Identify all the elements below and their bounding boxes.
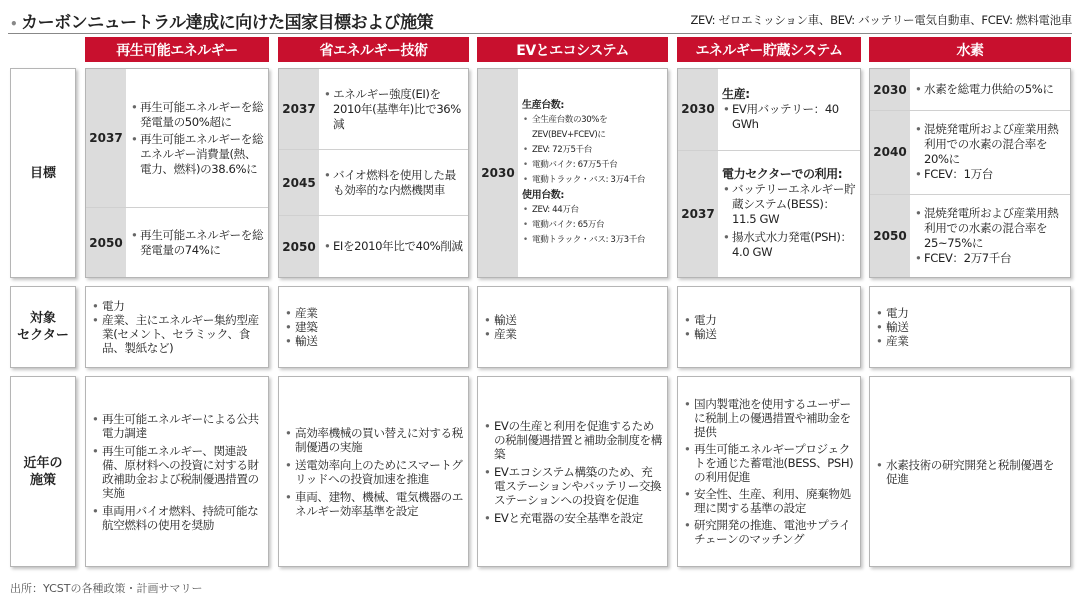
row-label-targets-text: 目標 <box>29 165 56 181</box>
measure-item: • 送電効率向上のためにスマートグリッドへの投資加速を推進 <box>284 458 463 486</box>
title-divider <box>8 33 1072 34</box>
sector-item: • 輸送 <box>875 320 1065 334</box>
storage-heading: 生産: <box>722 86 750 101</box>
row-label-measures-line1: 近年の <box>23 455 63 471</box>
target-text <box>319 150 468 215</box>
measures-hydrogen-cell <box>869 376 1071 567</box>
page-title <box>10 8 433 33</box>
target-text <box>910 69 1070 110</box>
column-header-storage: エネルギー貯蔵システム <box>677 37 861 62</box>
sectors-efficiency-cell <box>278 286 469 368</box>
source-note: 出所：YCSTの各種政策・計画サマリー <box>10 582 203 595</box>
target-segment <box>86 69 268 207</box>
title-bullet-icon: • <box>10 17 18 31</box>
target-year: 2050 <box>279 216 319 277</box>
abbreviation-legend: ZEV: ゼロエミッション車、BEV: バッテリー電気自動車、FCEV: 燃料電池車 <box>690 13 1072 27</box>
target-item: • バイオ燃料を使用した最も効率的な内燃機関車 <box>323 168 465 198</box>
sectors-hydrogen-cell <box>869 286 1071 368</box>
sector-item: • 輸送 <box>483 313 662 327</box>
target-text <box>910 195 1070 277</box>
target-text <box>718 69 860 150</box>
target-year: 2037 <box>86 69 126 207</box>
target-segment <box>870 194 1070 277</box>
target-year: 2037 <box>678 151 718 277</box>
measures-storage-cell <box>677 376 861 567</box>
measure-item: • 国内製電池を使用するユーザーに税制上の優遇措置や補助金を提供 <box>683 397 855 439</box>
targets-ev-cell <box>477 68 668 278</box>
targets-storage-cell <box>677 68 861 278</box>
row-label-measures <box>10 376 76 567</box>
row-label-measures-line2: 施策 <box>29 472 56 488</box>
sector-item: • 産業、主にエネルギー集約型産業(セメント、セラミック、食品、製紙など) <box>91 313 263 355</box>
sector-item: • 電力 <box>683 313 855 327</box>
target-segment <box>279 69 468 149</box>
sector-item: • 輸送 <box>683 327 855 341</box>
target-item: • 混焼発電所および産業用熱利用での水素の混合率を20%に <box>914 122 1067 167</box>
column-header-ev: EVとエコシステム <box>477 37 668 62</box>
target-year: 2040 <box>870 111 910 193</box>
target-item: • EV用バッテリー：40 GWh <box>722 102 857 132</box>
target-text <box>319 216 468 277</box>
usage-heading: 使用台数: <box>522 190 564 201</box>
target-item: • FCEV：2万7千台 <box>914 251 1067 266</box>
column-header-efficiency: 省エネルギー技術 <box>278 37 469 62</box>
page-title-text: カーボンニュートラル達成に向けた国家目標および施策 <box>21 13 434 33</box>
target-text <box>319 69 468 149</box>
target-text <box>126 69 268 207</box>
measure-item: • 車両、建物、機械、電気機器のエネルギー効率基準を設定 <box>284 490 463 518</box>
target-item: • 揚水式水力発電(PSH)：4.0 GW <box>722 230 857 260</box>
target-item: • FCEV：1万台 <box>914 167 1067 182</box>
sector-item: • 電力 <box>91 299 263 313</box>
targets-hydrogen-cell <box>869 68 1071 278</box>
measure-item: • EVと充電器の安全基準を設定 <box>483 511 662 525</box>
target-item: • 再生可能エネルギーを総発電量の74%に <box>130 228 265 258</box>
measure-item: • EVの生産と利用を促進するための税制優遇措置と補助金制度を構築 <box>483 419 662 461</box>
target-item: • 水素を総電力供給の5%に <box>914 82 1067 97</box>
target-item: • ZEV: 44万台 <box>522 203 664 218</box>
measure-item: • 再生可能エネルギーによる公共電力調達 <box>91 412 263 440</box>
target-item: • 電動トラック・バス: 3万4千台 <box>522 173 664 188</box>
row-label-sectors <box>10 286 76 368</box>
sector-item: • 産業 <box>284 306 463 320</box>
target-year: 2037 <box>279 69 319 149</box>
measures-renewable-cell <box>85 376 269 567</box>
sectors-storage-cell <box>677 286 861 368</box>
target-segment <box>86 207 268 277</box>
target-segment <box>870 110 1070 193</box>
target-item: • 混焼発電所および産業用熱利用での水素の混合率を25~75%に <box>914 206 1067 251</box>
target-item: • 再生可能エネルギーを総エネルギー消費量(熱、電力、燃料)の38.6%に <box>130 132 265 177</box>
target-segment <box>279 215 468 277</box>
target-year: 2050 <box>86 208 126 277</box>
target-item: • ZEV: 72万5千台 <box>522 143 664 158</box>
production-heading: 生産台数: <box>522 100 564 111</box>
target-text <box>518 69 667 277</box>
target-year: 2030 <box>478 69 518 277</box>
measure-item: • 安全性、生産、利用、廃棄物処理に関する基準の設定 <box>683 487 855 515</box>
target-segment <box>678 69 860 150</box>
targets-renewable-cell <box>85 68 269 278</box>
target-text <box>910 111 1070 193</box>
target-segment <box>678 150 860 277</box>
sector-item: • 建築 <box>284 320 463 334</box>
target-text <box>126 208 268 277</box>
target-segment <box>478 69 667 277</box>
sector-item: • 電力 <box>875 306 1065 320</box>
sector-item: • 産業 <box>875 334 1065 348</box>
target-year: 2030 <box>870 69 910 110</box>
target-year: 2045 <box>279 150 319 215</box>
column-header-hydrogen: 水素 <box>869 37 1071 62</box>
target-item: • 再生可能エネルギーを総発電量の50%超に <box>130 100 265 130</box>
target-item: • 電動バイク: 65万台 <box>522 218 664 233</box>
target-item: • 全生産台数の30%をZEV(BEV+FCEV)に <box>522 113 664 143</box>
sectors-renewable-cell <box>85 286 269 368</box>
target-text <box>718 151 860 277</box>
target-item: • 電動トラック・バス: 3万3千台 <box>522 233 664 248</box>
targets-efficiency-cell <box>278 68 469 278</box>
measures-ev-cell <box>477 376 668 567</box>
row-label-sectors-line2: セクター <box>17 328 69 343</box>
row-label-targets <box>10 68 76 278</box>
storage-heading: 電力セクターでの利用: <box>722 167 843 182</box>
target-item: • エネルギー強度(EI)を2010年(基準年)比で36%減 <box>323 87 465 132</box>
measure-item: • 車両用バイオ燃料、持続可能な航空燃料の使用を奨励 <box>91 504 263 532</box>
measure-item: • 研究開発の推進、電池サプライチェーンのマッチング <box>683 518 855 546</box>
sectors-ev-cell <box>477 286 668 368</box>
measure-item: • 再生可能エネルギー、関連設備、原材料への投資に対する財政補助金および税制優遇措置の実施 <box>91 444 263 500</box>
target-item: • バッテリーエネルギー貯蔵システム(BESS)：11.5 GW <box>722 182 857 227</box>
measure-item: • 高効率機械の買い替えに対する税制優遇の実施 <box>284 426 463 454</box>
measures-efficiency-cell <box>278 376 469 567</box>
measure-item: • 再生可能エネルギープロジェクトを通じた蓄電池(BESS、PSH)の利用促進 <box>683 442 855 484</box>
target-year: 2050 <box>870 195 910 277</box>
target-segment <box>279 149 468 215</box>
target-item: • EIを2010年比で40%削減 <box>323 239 465 254</box>
column-header-renewable: 再生可能エネルギー <box>85 37 269 62</box>
measure-item: • EVエコシステム構築のため、充電ステーションやバッテリー交換ステーションへの投資を促進 <box>483 465 662 507</box>
target-segment <box>870 69 1070 110</box>
measure-item: • 水素技術の研究開発と税制優遇を促進 <box>875 458 1065 486</box>
sector-item: • 産業 <box>483 327 662 341</box>
row-label-sectors-line1: 対象 <box>29 311 56 326</box>
target-item: • 電動バイク: 67万5千台 <box>522 158 664 173</box>
target-year: 2030 <box>678 69 718 150</box>
sector-item: • 輸送 <box>284 334 463 348</box>
